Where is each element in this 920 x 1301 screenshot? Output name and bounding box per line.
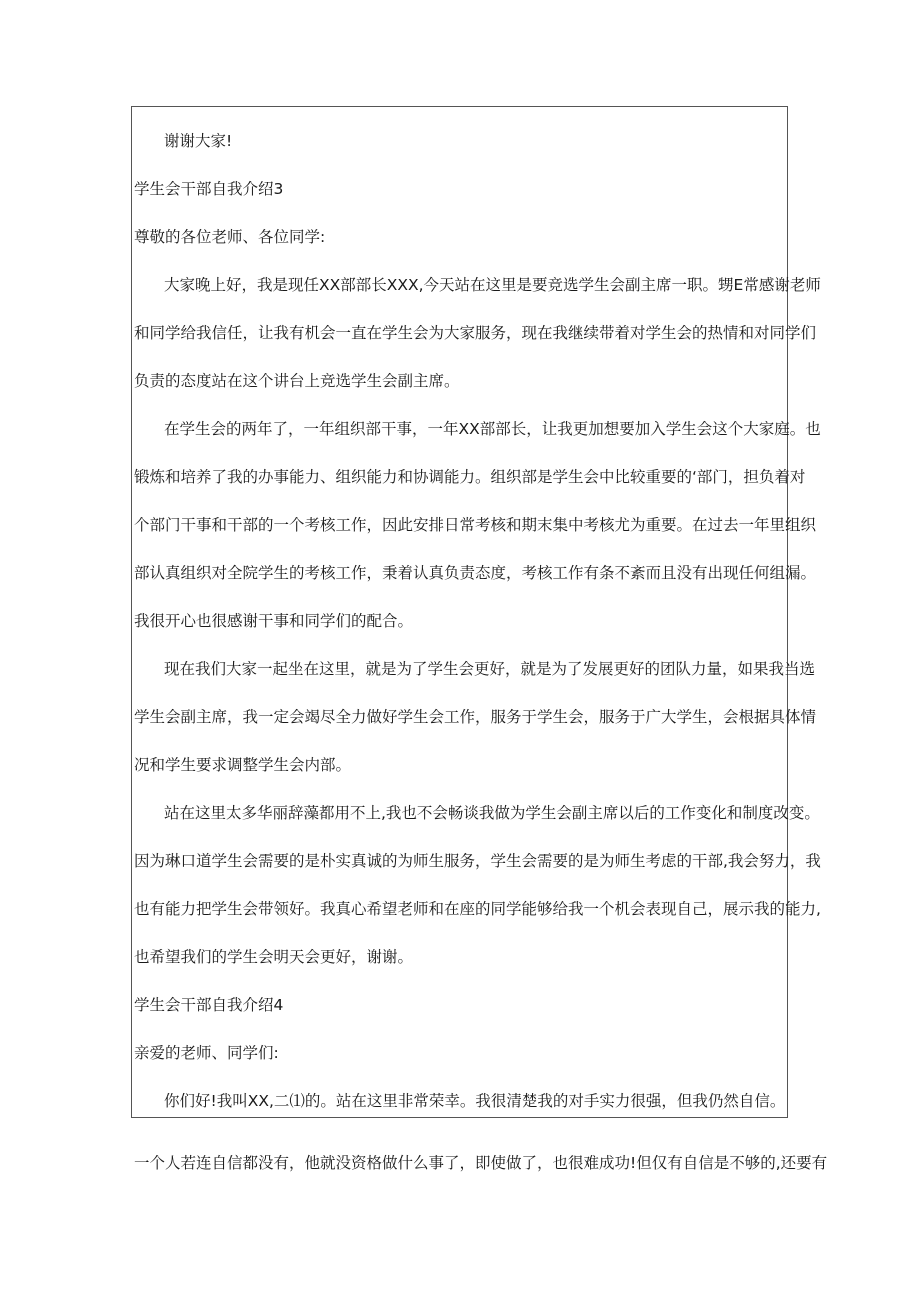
- paragraph-line: 也有能力把学生会带领好。我真心希望老师和在座的同学能够给我一个机会表现自己，展示我的能力,: [134, 900, 821, 918]
- closing-thanks: 谢谢大家!: [164, 132, 233, 150]
- section-heading-3: 学生会干部自我介绍3: [134, 180, 284, 198]
- paragraph-line: 我很开心也很感谢干事和同学们的配合。: [134, 612, 414, 630]
- salutation-line: 亲爱的老师、同学们:: [134, 1044, 279, 1062]
- paragraph-line: 况和学生要求调整学生会内部。: [134, 756, 352, 774]
- paragraph-line: 部认真组织对全院学生的考核工作，秉着认真负责态度，考核工作有条不紊而且没有出现任何组漏。: [134, 564, 817, 582]
- paragraph-line: 因为琳口道学生会需要的是朴实真诚的为师生服务，学生会需要的是为师生考虑的干部,我会努力，我: [134, 852, 821, 870]
- paragraph-line: 你们好!我叫XX,二⑴的。站在这里非常荣幸。我很清楚我的对手实力很强，但我仍然自信。: [164, 1092, 786, 1110]
- paragraph-line: 站在这里太多华丽辞藻都用不上,我也不会畅谈我做为学生会副主席以后的工作变化和制度改变。: [164, 804, 820, 822]
- paragraph-line: 现在我们大家一起坐在这里，就是为了学生会更好，就是为了发展更好的团队力量，如果我当选: [164, 660, 816, 678]
- salutation-line: 尊敬的各位老师、各位同学:: [134, 228, 326, 246]
- paragraph-line: 和同学给我信任，让我有机会一直在学生会为大家服务，现在我继续带着对学生会的热情和对同学们: [134, 324, 817, 342]
- paragraph-line-outside-frame: 一个人若连自信都没有，他就没资格做什么事了，即使做了，也很难成功!但仅有自信是不够的,还要有: [134, 1154, 828, 1172]
- paragraph-line: 个部门干事和干部的一个考核工作，因此安排日常考核和期末集中考核尤为重要。在过去一年里组织: [134, 516, 817, 534]
- paragraph-line: 也希望我们的学生会明天会更好，谢谢。: [134, 948, 414, 966]
- paragraph-line: 学生会副主席，我一定会竭尽全力做好学生会工作，服务于学生会，服务于广大学生，会根据具体情: [134, 708, 817, 726]
- section-heading-4: 学生会干部自我介绍4: [134, 996, 284, 1014]
- paragraph-line: 在学生会的两年了，一年组织部干事，一年XX部部长，让我更加想要加入学生会这个大家庭。也: [164, 420, 821, 438]
- paragraph-line: 大家晚上好，我是现任XX部部长XXX,今天站在这里是要竞选学生会副主席一职。甥E常感谢老师: [164, 276, 821, 294]
- paragraph-line: 锻炼和培养了我的办事能力、组织能力和协调能力。组织部是学生会中比较重要的‘部门，担负着对: [134, 468, 806, 486]
- paragraph-line: 负责的态度站在这个讲台上竞选学生会副主席。: [134, 372, 460, 390]
